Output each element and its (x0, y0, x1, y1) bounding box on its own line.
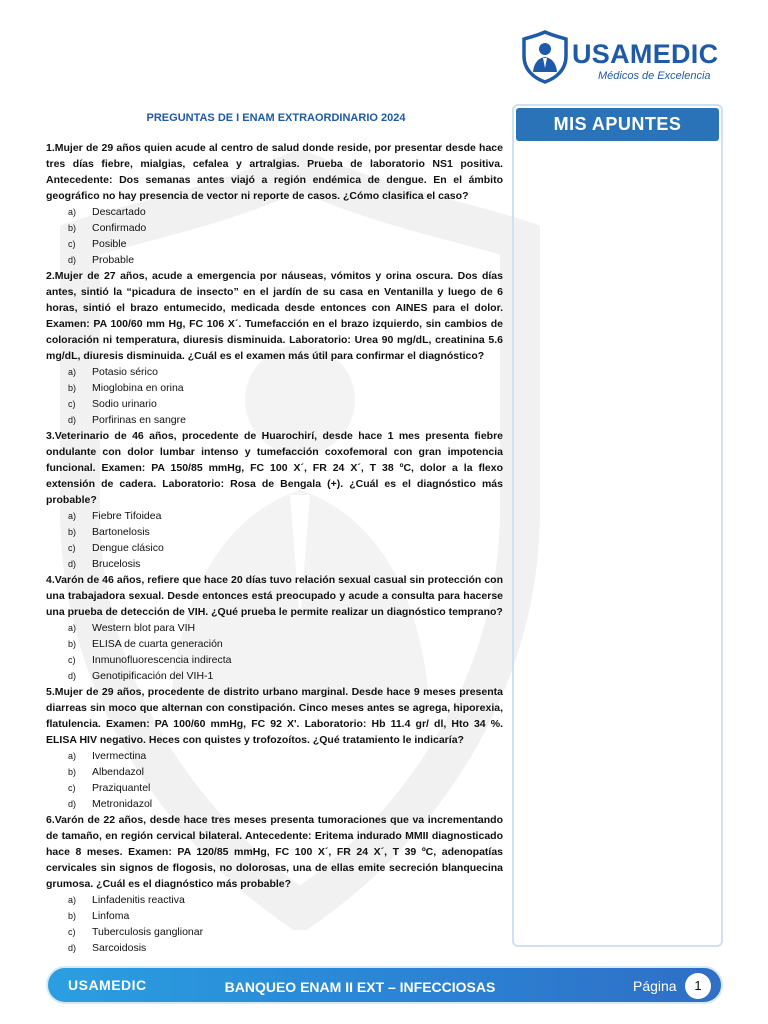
option-list (46, 204, 503, 268)
footer-title: BANQUEO ENAM II EXT – INFECCIOSAS (224, 979, 496, 995)
answer-option (68, 524, 503, 540)
question-text: 4.Varón de 46 años, refiere que hace 20 días tuvo relación sexual casual sin protección con una trabajadora sexual. Desde entonces está preocupado y acude a consulta para hacerse una prueba de detección de VIH. ¿Qué prueba le permite realizar un diagnóstico temprano? (46, 574, 503, 618)
answer-option (68, 508, 503, 524)
option-text: Bartonelosis (92, 526, 150, 538)
answer-option (68, 204, 503, 220)
option-text: Dengue clásico (92, 542, 164, 554)
option-letter: d) (68, 255, 77, 265)
question-text: 1.Mujer de 29 años quien acude al centro de salud donde reside, por presentar desde hace tres días fiebre, mialgias, cefalea y artralgias. Prueba de laboratorio NS1 positiva. Antecedente: Dos semanas antes viajó a región endémica de dengue. En el ámbito geográfico no hay presencia de vector ni reporte de casos. ¿Cómo clasifica el caso? (46, 142, 503, 202)
option-list (46, 620, 503, 684)
option-text: Praziquantel (92, 782, 151, 794)
option-text: Inmunofluorescencia indirecta (92, 654, 232, 666)
option-list (46, 508, 503, 572)
answer-option (68, 668, 503, 684)
answer-option (68, 412, 503, 428)
option-letter: a) (68, 623, 77, 633)
option-text: Descartado (92, 206, 146, 218)
option-text: Linfadenitis reactiva (92, 894, 185, 906)
option-text: Probable (92, 254, 135, 266)
answer-option (68, 220, 503, 236)
option-letter: d) (68, 799, 77, 809)
answer-option (68, 796, 503, 812)
option-letter: b) (68, 911, 77, 921)
option-text: Genotipificación del VIH-1 (92, 670, 214, 682)
option-text: Mioglobina en orina (92, 382, 184, 394)
option-letter: b) (68, 223, 77, 233)
question-item (46, 812, 503, 956)
option-letter: d) (68, 559, 77, 569)
page-footer (46, 966, 723, 1004)
option-letter: b) (68, 639, 77, 649)
option-letter: a) (68, 895, 77, 905)
footer-page-number: 1 (685, 973, 711, 999)
option-text: ELISA de cuarta generación (92, 638, 223, 650)
question-item (46, 684, 503, 812)
option-letter: c) (68, 783, 76, 793)
option-text: Ivermectina (92, 750, 147, 762)
option-text: Western blot para VIH (92, 622, 196, 634)
question-text: 5.Mujer de 29 años, procedente de distrito urbano marginal. Desde hace 9 meses presenta diarreas sin moco que alternan con constipación. Cinco meses antes se agrega, hiporexia, flatulencia. Examen: PA 100/60 mmHg, FC 92 X'. Laboratorio: Hb 11.4 gr/ dl, Hto 34 %. ELISA HIV negativo. Heces con quistes y trofozoítos. ¿Qué tratamiento le indicaría? (46, 686, 503, 746)
answer-option (68, 748, 503, 764)
option-text: Posible (92, 238, 127, 250)
answer-option (68, 396, 503, 412)
question-text: 2.Mujer de 27 años, acude a emergencia por náuseas, vómitos y orina oscura. Dos días antes, sintió la “picadura de insecto” en el jardín de su casa en Ventanilla y luego de 6 horas, sintió el brazo entumecido, medicada desde entonces con AINES para el dolor. Examen: PA 100/60 mm Hg, FC 106 X´. Tumefacción en el brazo izquierdo, sin cambios de coloración ni temperatura, diuresis disminuida. Laboratorio: Urea 90 mg/dL, creatinina 5.6 mg/dL, diuresis disminuida. ¿Cuál es el examen más útil para confirmar el diagnóstico? (46, 270, 503, 362)
answer-option (68, 940, 503, 956)
answer-option (68, 908, 503, 924)
answer-option (68, 620, 503, 636)
option-letter: c) (68, 543, 76, 553)
option-letter: c) (68, 655, 76, 665)
question-item (46, 572, 503, 684)
option-text: Porfirinas en sangre (92, 414, 186, 426)
questions-list (46, 140, 503, 956)
option-text: Albendazol (92, 766, 144, 778)
answer-option (68, 892, 503, 908)
doctor-shield-icon (522, 30, 568, 84)
option-letter: d) (68, 415, 77, 425)
question-text: 6.Varón de 22 años, desde hace tres meses presenta tumoraciones que va incrementando de tamaño, en región cervical bilateral. Antecedente: Eritema indurado MMII diagnosticado hace 8 meses. Examen: PA 120/85 mmHg, FC 100 X´, FR 24 X´, T 39 ºC, adenopatías cervicales sin signos de flogosis, no dolorosas, una de ellas emite secreción blanquecina grumosa. ¿Cuál es el diagnóstico más probable? (46, 814, 503, 890)
question-text: 3.Veterinario de 46 años, procedente de Huarochirí, desde hace 1 mes presenta fiebre ondulante con dolor lumbar intenso y tumefacción coxofemoral con gran impotencia funcional. Examen: PA 150/85 mmHg, FC 100 X´, FR 24 X´, T 38 ºC, dolor a la flexo extensión de cadera. Laboratorio: Rosa de Bengala (+). ¿Cuál es el diagnóstico más probable? (46, 430, 503, 506)
option-text: Linfoma (92, 910, 130, 922)
answer-option (68, 380, 503, 396)
option-letter: d) (68, 671, 77, 681)
option-letter: a) (68, 207, 77, 217)
answer-option (68, 924, 503, 940)
brand-name: USAMEDIC (572, 39, 719, 69)
answer-option (68, 364, 503, 380)
option-letter: a) (68, 367, 77, 377)
question-item (46, 140, 503, 268)
option-list (46, 364, 503, 428)
option-letter: c) (68, 399, 76, 409)
option-text: Sarcoidosis (92, 942, 147, 954)
question-item (46, 268, 503, 428)
option-text: Fiebre Tifoidea (92, 510, 162, 522)
answer-option (68, 252, 503, 268)
option-list (46, 748, 503, 812)
option-text: Metronidazol (92, 798, 153, 810)
option-text: Tuberculosis ganglionar (92, 926, 204, 938)
answer-option (68, 780, 503, 796)
option-letter: c) (68, 927, 76, 937)
brand-tagline: Médicos de Excelencia (598, 70, 711, 82)
option-letter: b) (68, 767, 77, 777)
option-text: Brucelosis (92, 558, 141, 570)
usamedic-logo (522, 30, 722, 86)
notes-panel-title: MIS APUNTES (516, 108, 719, 141)
option-letter: a) (68, 751, 77, 761)
answer-option (68, 540, 503, 556)
option-letter: d) (68, 943, 77, 953)
answer-option (68, 764, 503, 780)
question-item (46, 428, 503, 572)
option-text: Confirmado (92, 222, 147, 234)
notes-panel[interactable] (512, 104, 723, 947)
option-list (46, 892, 503, 956)
answer-option (68, 652, 503, 668)
footer-brand: USAMEDIC (68, 977, 147, 993)
option-text: Sodio urinario (92, 398, 157, 410)
option-letter: b) (68, 527, 77, 537)
option-text: Potasio sérico (92, 366, 158, 378)
option-letter: c) (68, 239, 76, 249)
answer-option (68, 556, 503, 572)
option-letter: a) (68, 511, 77, 521)
footer-page-label: Página (633, 978, 677, 994)
option-letter: b) (68, 383, 77, 393)
answer-option (68, 236, 503, 252)
answer-option (68, 636, 503, 652)
document-title: PREGUNTAS DE I ENAM EXTRAORDINARIO 2024 (146, 112, 406, 124)
